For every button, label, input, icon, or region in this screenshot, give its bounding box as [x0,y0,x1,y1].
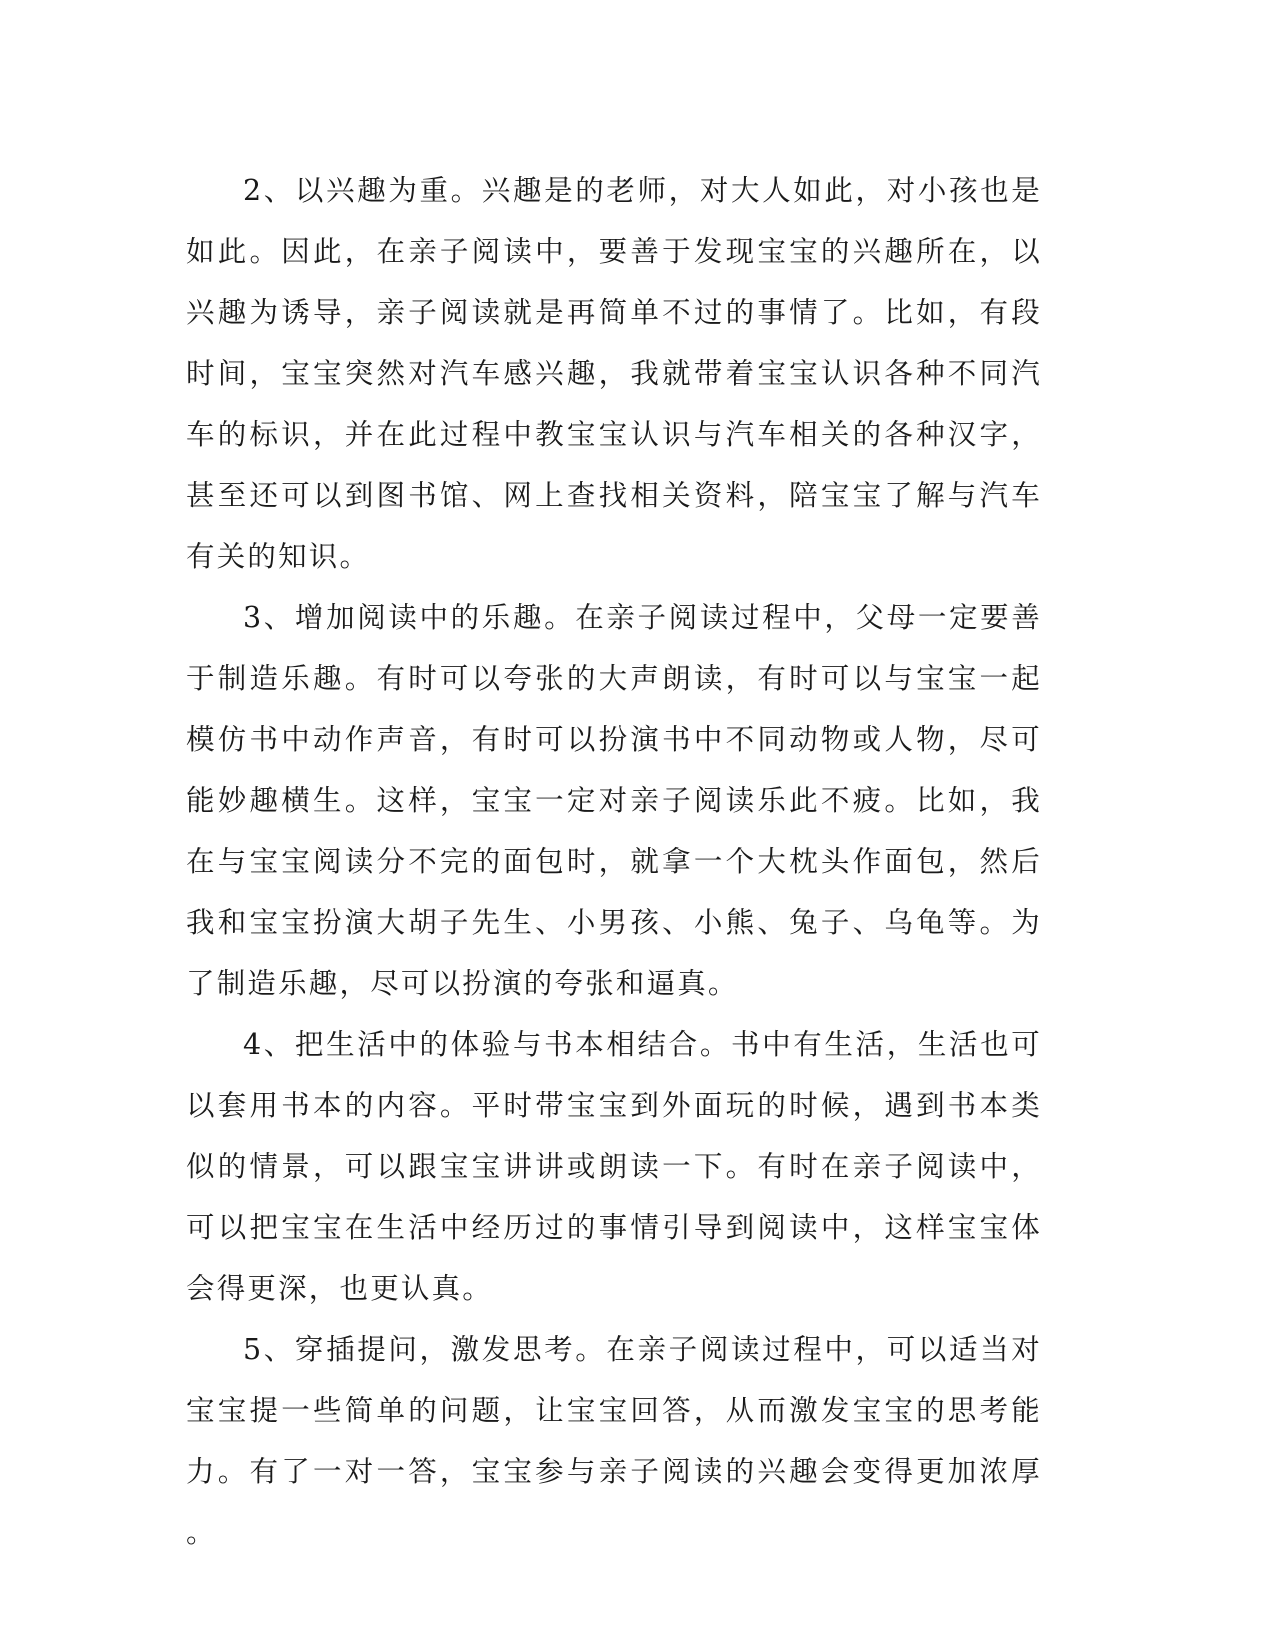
paragraph-questions: 5、穿插提问，激发思考。在亲子阅读过程中，可以适当对宝宝提一些简单的问题，让宝宝回答，从而激发宝宝的思考能力。有了一对一答，宝宝参与亲子阅读的兴趣会变得更加浓厚。 [186,1333,1042,1549]
body-text [186,160,1042,1563]
paragraph-life-experience: 4、把生活中的体验与书本相结合。书中有生活，生活也可以套用书本的内容。平时带宝宝到外面玩的时候，遇到书本类似的情景，可以跟宝宝讲讲或朗读一下。有时在亲子阅读中，可以把宝宝在生活中经历过的事情引导到阅读中，这样宝宝体会得更深，也更认真。 [186,1028,1042,1305]
paragraph-fun: 3、增加阅读中的乐趣。在亲子阅读过程中，父母一定要善于制造乐趣。有时可以夸张的大声朗读，有时可以与宝宝一起模仿书中动作声音，有时可以扮演书中不同动物或人物，尽可能妙趣横生。这样，宝宝一定对亲子阅读乐此不疲。比如，我在与宝宝阅读分不完的面包时，就拿一个大枕头作面包，然后我和宝宝扮演大胡子先生、小男孩、小熊、兔子、乌龟等。为了制造乐趣，尽可以扮演的夸张和逼真。 [186,601,1042,1000]
paragraph-interest: 2、以兴趣为重。兴趣是的老师，对大人如此，对小孩也是如此。因此，在亲子阅读中，要善于发现宝宝的兴趣所在，以兴趣为诱导，亲子阅读就是再简单不过的事情了。比如，有段时间，宝宝突然对汽车感兴趣，我就带着宝宝认识各种不同汽车的标识，并在此过程中教宝宝认识与汽车相关的各种汉字，甚至还可以到图书馆、网上查找相关资料，陪宝宝了解与汽车有关的知识。 [186,174,1042,573]
